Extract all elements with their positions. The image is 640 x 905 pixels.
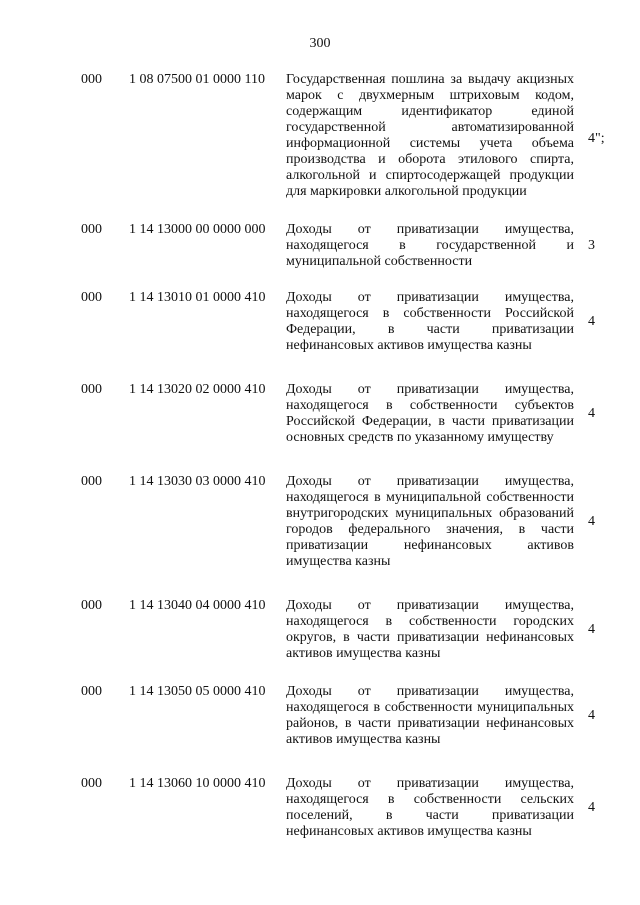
row-code: 000 [81,598,102,613]
row-description: Доходы от приватизации имущества, находящегося в государственной и муниципальной собственности [286,222,574,269]
row-kbk: 1 14 13020 02 0000 410 [129,382,266,397]
row-kbk: 1 14 13000 00 0000 000 [129,222,266,237]
row-code: 000 [81,222,102,237]
row-number: 4"; [588,130,605,146]
row-description: Доходы от приватизации имущества, находящегося в муниципальной собственности внутригородских муниципальных образований городов федерального значения, в части приватизации нефинансовых активов имущества казны [286,474,574,569]
row-number: 4 [588,800,595,815]
budget-code-table [0,72,640,840]
row-kbk: 1 14 13010 01 0000 410 [129,290,266,305]
row-kbk: 1 14 13040 04 0000 410 [129,598,266,613]
row-description: Доходы от приватизации имущества, находящегося в собственности городских округов, в части приватизации нефинансовых активов имущества казны [286,598,574,661]
page-number: 300 [309,36,331,51]
row-description: Доходы от приватизации имущества, находящегося в собственности сельских поселений, в части приватизации нефинансовых активов имущества казны [286,776,574,839]
row-code: 000 [81,72,102,87]
table-row [0,474,640,570]
row-description: Доходы от приватизации имущества, находящегося в собственности субъектов Российской Федерации, в части приватизации основных средств по указанному имуществу [286,382,574,445]
row-kbk: 1 14 13030 03 0000 410 [129,474,266,489]
row-code: 000 [81,474,102,489]
row-kbk: 1 14 13060 10 0000 410 [129,776,266,791]
table-row [0,290,640,354]
table-row [0,776,640,840]
table-row [0,72,640,200]
row-number: 4 [588,314,595,329]
row-number: 3 [588,238,595,253]
row-number: 4 [588,514,595,529]
row-description: Доходы от приватизации имущества, находящегося в собственности Российской Федерации, в части приватизации нефинансовых активов имущества казны [286,290,574,353]
row-description: Доходы от приватизации имущества, находящегося в собственности муниципальных районов, в части приватизации нефинансовых активов имущества казны [286,684,574,747]
row-kbk: 1 08 07500 01 0000 110 [129,72,265,87]
table-row [0,222,640,270]
row-number: 4 [588,708,595,723]
table-row [0,598,640,662]
row-code: 000 [81,776,102,791]
row-number: 4 [588,406,595,421]
row-number: 4 [588,622,595,637]
row-code: 000 [81,382,102,397]
row-kbk: 1 14 13050 05 0000 410 [129,684,266,699]
table-row [0,684,640,748]
table-row [0,382,640,446]
row-code: 000 [81,290,102,305]
row-code: 000 [81,684,102,699]
row-description: Государственная пошлина за выдачу акцизных марок с двухмерным штриховым кодом, содержащим идентификатор единой государственной автоматизированной информационной системы учета объема производства и оборота этилового спирта, алкогольной и спиртосодержащей продукции для маркировки алкогольной продукции [286,72,574,199]
